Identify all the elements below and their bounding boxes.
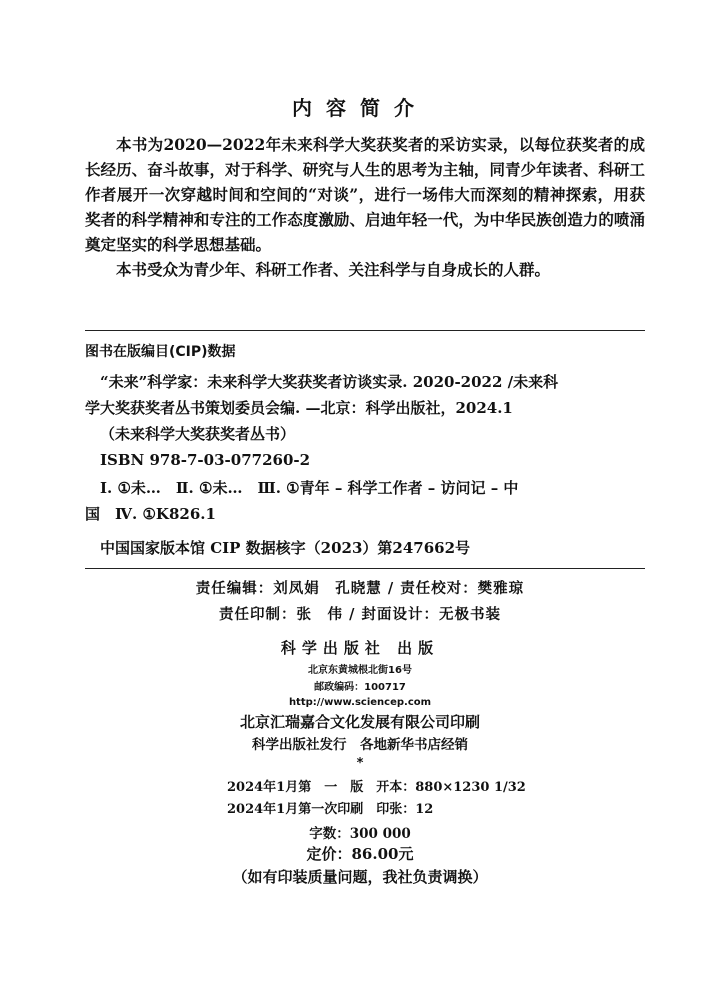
cip-verification: 中国国家版本馆 CIP 数据核字（2023）第247662号: [100, 539, 471, 557]
publisher-name: 科学出版社 出版: [280, 639, 440, 657]
cip-heading: 图书在版编目(CIP)数据: [85, 344, 236, 360]
price: 定价：86.00元: [306, 845, 414, 863]
intro-paragraph-2: 本书受众为青少年、科研工作者、关注科学与自身成长的人群。: [116, 260, 551, 279]
cip-classification-line-2: 国 Ⅳ. ①K826.1: [85, 505, 216, 523]
cip-entry-line-1: “未来”科学家：未来科学大奖获奖者访谈实录. 2020-2022 /未来科: [100, 373, 559, 391]
quality-notice: （如有印装质量问题，我社负责调换）: [232, 868, 488, 886]
page-title: 内容简介: [292, 96, 428, 120]
edition-line: 2024年1月第 一 版 开本：880×1230 1/32: [227, 780, 526, 795]
cip-section: [85, 339, 645, 561]
printer-name: 北京汇瑞嘉合文化发展有限公司印刷: [239, 713, 480, 731]
word-count: 字数：300 000: [309, 826, 411, 842]
publisher-website: http://www.sciencep.com: [288, 697, 432, 708]
publisher-address: 北京东黄城根北街16号: [308, 665, 412, 676]
cip-entry-line-2: 学大奖获奖者丛书策划委员会编. —北京：科学出版社，2024.1: [85, 399, 513, 417]
credits-line-2: 责任印制：张 伟 / 封面设计：无极书装: [219, 606, 501, 623]
cip-top-rule: [85, 330, 645, 331]
separator-star: *: [356, 756, 364, 771]
credits-line-1: 责任编辑：刘凤娟 孔晓慧 / 责任校对：樊雅琼: [195, 580, 525, 597]
distribution-info: 科学出版社发行 各地新华书店经销: [252, 737, 468, 753]
print-line: 2024年1月第一次印刷 印张：12: [227, 802, 434, 817]
publisher-postcode: 邮政编码：100717: [314, 682, 406, 693]
cip-isbn: ISBN 978-7-03-077260-2: [100, 451, 311, 469]
cip-series: （未来科学大奖获奖者丛书）: [100, 425, 296, 443]
intro-paragraph-1: 本书为2020—2022年未来科学大奖获奖者的采访实录，以每位获奖者的成长经历、奋斗故事，对于科学、研究与人生的思考为主轴，同青少年读者、科研工作者展开一次穿越时间和空间的“对谈”，进行一场伟大而深刻的精神探索，用获奖者的科学精神和专注的工作态度激励、启迪年轻一代，为中华民族创造力的喷涌奠定坚实的科学思想基础。: [85, 135, 645, 254]
cip-bottom-rule: [85, 568, 645, 569]
cip-classification-line-1: Ⅰ. ①未… Ⅱ. ①未… Ⅲ. ①青年 – 科学工作者 – 访问记 – 中: [100, 479, 519, 497]
intro-section: [85, 132, 645, 282]
